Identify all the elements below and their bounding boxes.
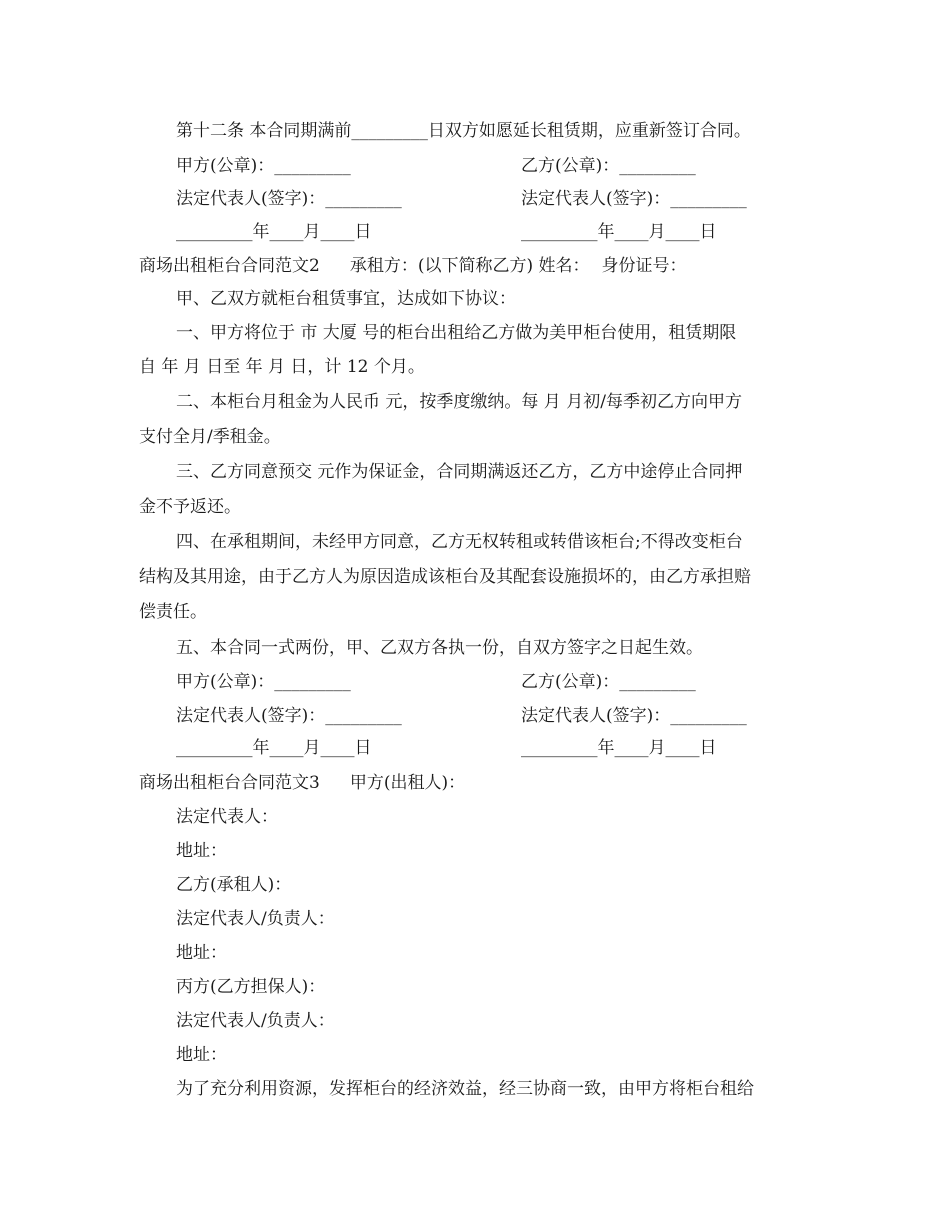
clause-4-line-2: 结构及其用途，由于乙方人为原因造成该柜台及其配套设施损坏的，由乙方承担赔 [139,567,751,587]
party-b-seal-line-2: 乙方(公章)：_________ [521,672,696,692]
clause-2-line-2: 支付全月/季租金。 [139,427,281,447]
lessor-label: 甲方(出租人)： [349,773,466,793]
party-b-seal-line: 乙方(公章)：_________ [521,156,696,176]
party-a-rep-signature-line: 法定代表人(签字)：_________ [176,189,402,209]
clause-4-line-1: 四、在承租期间，未经甲方同意，乙方无权转租或转借该柜台;不得改变柜台 [176,532,743,552]
party-b-rep-signature-line: 法定代表人(签字)：_________ [521,189,747,209]
clause-1-line-2: 自 年 月 日至 年 月 日，计 12 个月。 [139,357,425,377]
party-a-seal-line-2: 甲方(公章)：_________ [176,672,351,692]
purpose-paragraph-line: 为了充分利用资源，发挥柜台的经济效益，经三协商一致，由甲方将柜台租给 [176,1079,754,1099]
sample-2-heading-line [139,255,687,277]
clause-3-line-2: 金不予返还。 [139,497,241,517]
party-a-rep-signature-line-2: 法定代表人(签字)：_________ [176,706,402,726]
lessee-rep-label: 法定代表人/负责人： [176,909,335,929]
lessee-intro: 承租方：(以下简称乙方) 姓名： [349,256,590,276]
lessor-address-label: 地址： [176,841,227,861]
guarantor-address-label: 地址： [176,1045,227,1065]
party-b-rep-signature-line-2: 法定代表人(签字)：_________ [521,706,747,726]
party-a-date-line-2: _________年____月____日 [176,738,372,758]
clause-12-line: 第十二条 本合同期满前_________日双方如愿延长租赁期，应重新签订合同。 [176,121,751,141]
clause-1-line-1: 一、甲方将位于 市 大厦 号的柜台出租给乙方做为美甲柜台使用，租赁期限 [176,323,737,343]
sample-2-title: 商场出租柜台合同范文2 [139,256,320,276]
party-b-date-line: _________年____月____日 [521,222,717,242]
lessee-label: 乙方(承租人)： [176,875,292,895]
clause-4-line-3: 偿责任。 [139,602,207,622]
clause-2-line-1: 二、本柜台月租金为人民币 元，按季度缴纳。每 月 月初/每季初乙方向甲方 [176,392,742,412]
party-a-date-line: _________年____月____日 [176,222,372,242]
agreement-intro: 甲、乙双方就柜台租赁事宜，达成如下协议： [176,289,516,309]
lessor-rep-label: 法定代表人： [176,807,278,827]
id-number-label: 身份证号： [601,256,687,276]
sample-3-heading-line [139,772,465,794]
party-b-date-line-2: _________年____月____日 [521,738,717,758]
guarantor-label: 丙方(乙方担保人)： [176,977,326,997]
party-a-seal-line: 甲方(公章)：_________ [176,156,351,176]
clause-5-line: 五、本合同一式两份，甲、乙双方各执一份，自双方签字之日起生效。 [176,638,703,658]
guarantor-rep-label: 法定代表人/负责人： [176,1011,335,1031]
clause-3-line-1: 三、乙方同意预交 元作为保证金，合同期满返还乙方，乙方中途停止合同押 [176,462,743,482]
sample-3-title: 商场出租柜台合同范文3 [139,773,320,793]
lessee-address-label: 地址： [176,943,227,963]
